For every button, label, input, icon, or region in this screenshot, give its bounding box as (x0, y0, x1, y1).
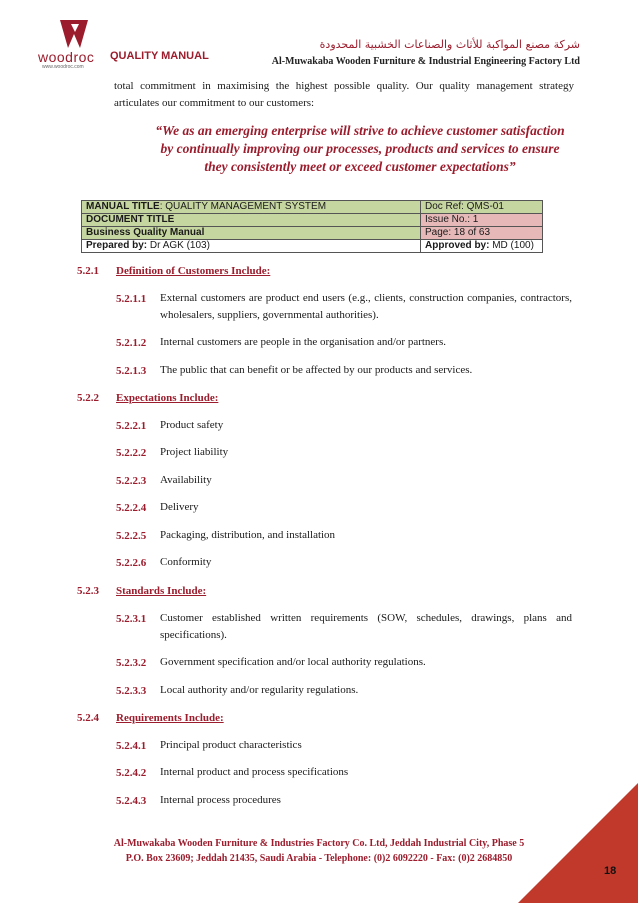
intro-paragraph: total commitment in maximising the highest possible quality. Our quality management strategy articulates our commitment to our customers: (114, 80, 574, 109)
approved-by-cell: Approved by: MD (100) (421, 240, 543, 253)
item-text: Conformity (160, 556, 212, 568)
item-text: External customers are product end users (e.g., clients, construction companies, contractors, wholesalers, suppliers, governmental authorities). (160, 292, 572, 321)
doc-ref-cell: Doc Ref: QMS-01 (421, 201, 543, 214)
item-text: Government specification and/or local authority regulations. (160, 656, 426, 668)
corner-decoration-icon (518, 783, 638, 903)
section-number: 5.2.1 (77, 265, 99, 277)
document-title-label-cell: DOCUMENT TITLE (82, 214, 421, 227)
table-row (82, 240, 543, 253)
footer-address-line1: Al-Muwakaba Wooden Furniture & Industries Factory Co. Ltd, Jeddah Industrial City, Phase 5 (113, 838, 525, 849)
item-number: 5.2.2.3 (116, 475, 147, 487)
section-title: Standards Include: (116, 585, 207, 597)
item-number: 5.2.3.1 (116, 613, 147, 625)
issue-no-cell: Issue No.: 1 (421, 214, 543, 227)
item-text: The public that can benefit or be affected by our products and services. (160, 364, 473, 376)
item-number: 5.2.1.2 (116, 337, 147, 349)
arabic-company-name: شركة مصنع المواكبة للأثاث والصناعات الخشبية المحدودة (319, 38, 580, 51)
item-number: 5.2.1.3 (116, 365, 147, 377)
table-row (82, 214, 543, 227)
section-title: Definition of Customers Include: (116, 265, 271, 277)
section-title: Expectations Include: (116, 392, 219, 404)
item-number: 5.2.2.2 (116, 447, 147, 459)
item-number: 5.2.3.3 (116, 685, 147, 697)
item-number: 5.2.3.2 (116, 657, 147, 669)
item-text: Local authority and/or regularity regulations. (160, 684, 359, 696)
item-number: 5.2.2.1 (116, 420, 147, 432)
page-cell: Page: 18 of 63 (421, 227, 543, 240)
item-text: Packaging, distribution, and installation (160, 529, 336, 541)
item-text: Internal product and process specifications (160, 766, 349, 778)
table-row (82, 201, 543, 214)
item-text: Availability (160, 474, 212, 486)
manual-title-cell: MANUAL TITLE: QUALITY MANAGEMENT SYSTEM (82, 201, 421, 214)
table-row (82, 227, 543, 240)
brand-url: www.woodroc.com (42, 64, 84, 70)
document-title-value-cell: Business Quality Manual (82, 227, 421, 240)
section-title: Requirements Include: (116, 712, 224, 724)
item-number: 5.2.1.1 (116, 293, 147, 305)
item-text: Internal customers are people in the organisation and/or partners. (160, 336, 447, 348)
brand-name: woodroc (38, 49, 95, 65)
item-number: 5.2.4.2 (116, 767, 147, 779)
item-number: 5.2.2.5 (116, 530, 147, 542)
company-name: Al-Muwakaba Wooden Furniture & Industrial Engineering Factory Ltd (271, 56, 580, 67)
item-text: Principal product characteristics (160, 739, 302, 751)
item-text: Product safety (160, 419, 224, 431)
item-number: 5.2.4.1 (116, 740, 147, 752)
section-number: 5.2.2 (77, 392, 99, 404)
page-number: 18 (604, 865, 617, 877)
item-text: Project liability (160, 446, 229, 458)
document-info-table (81, 200, 543, 253)
item-text: Delivery (160, 501, 199, 513)
item-text: Customer established written requirements (SOW, schedules, drawings, plans and specifications). (160, 612, 572, 641)
footer-address-line2: P.O. Box 23609; Jeddah 21435, Saudi Arabia - Telephone: (0)2 6092220 - Fax: (0)2 2684850 (125, 853, 513, 864)
manual-label: QUALITY MANUAL (110, 50, 209, 62)
item-number: 5.2.4.3 (116, 795, 147, 807)
section-number: 5.2.4 (77, 712, 99, 724)
item-number: 5.2.2.4 (116, 502, 147, 514)
item-number: 5.2.2.6 (116, 557, 147, 569)
item-text: Internal process procedures (160, 794, 281, 806)
prepared-by-cell: Prepared by: Dr AGK (103) (82, 240, 421, 253)
quality-quote: “We as an emerging enterprise will strive to achieve customer satisfaction by continually improving our processes, products and services to ensure they consistently meet or exceed customer expectations” (155, 123, 565, 174)
section-number: 5.2.3 (77, 585, 99, 597)
